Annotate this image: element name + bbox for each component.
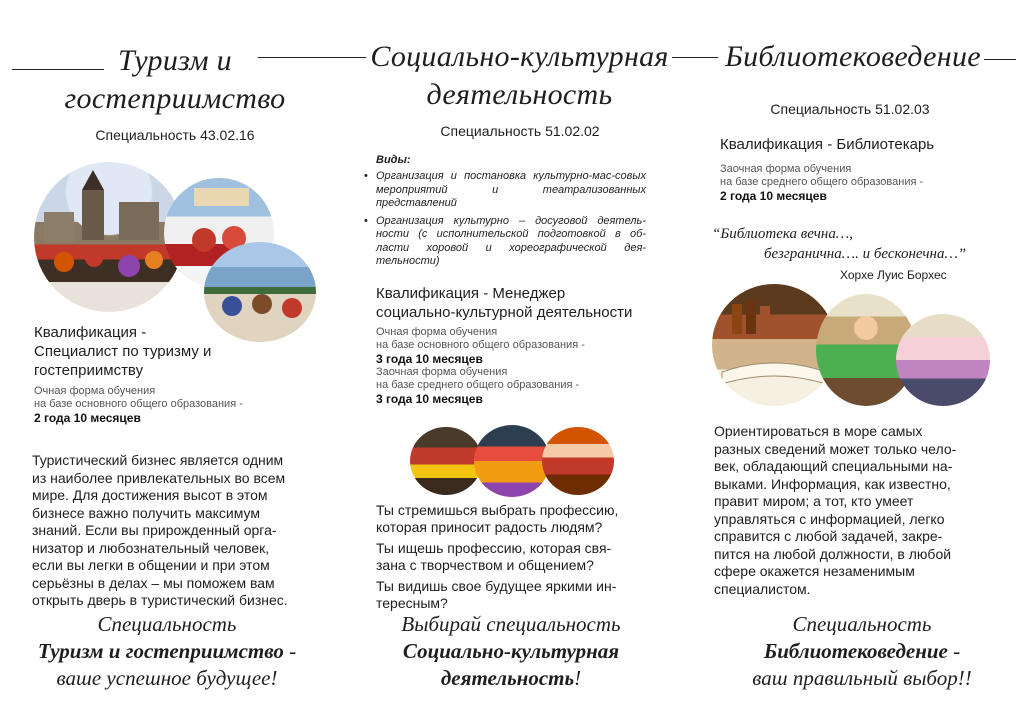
photo-choir <box>410 427 482 495</box>
list-item: • Организация и постановка культурно-мас-совых мероприятий и театрализованных представлений <box>364 170 646 209</box>
col3-quote: “Библиотека вечна…, безгранична…. и бесконечна…” <box>712 226 967 262</box>
kremlin-towers-icon <box>34 162 184 312</box>
col1-photo-collage <box>34 160 324 340</box>
col3-title: Библиотековедение <box>725 40 981 73</box>
col2-study-forms: Очная форма обучения на базе основного общего образования - 3 года 10 месяцев Заочная форма обучения на базе среднего общего образования - 3 года 10 месяцев <box>376 326 585 406</box>
col1-qualification: Квалификация - Специалист по туризму и гостеприимству <box>34 324 212 379</box>
col3-study-form: Заочная форма обучения на базе среднего общего образования - 2 года 10 месяцев <box>720 163 924 203</box>
col2-specialty: Специальность 51.02.02 <box>440 123 600 139</box>
col2-questions: Ты стремишься выбрать профессию, которая приносит радость людям? Ты ищешь профессию, которая свя- зана с творчеством и общением? Ты видишь свое будущее яркими ин- тересным? <box>376 502 619 611</box>
list-item: • Организация культурно – досуговой деятель-ности (с исполнительской подготовкой в об-ласти хоровой и хореографической дея-тельности) <box>364 214 646 267</box>
col1-title: Туризм и гостеприимство <box>64 44 286 115</box>
col1-footer: Специальность Туризм и гостеприимство - ваше успешное будущее! <box>37 612 297 690</box>
col3-qualification: Квалификация - Библиотекарь <box>720 136 935 153</box>
col1-study-form: Очная форма обучения на базе основного общего образования - 2 года 10 месяцев <box>34 385 243 425</box>
photo-students <box>896 314 990 406</box>
col2-title: Социально-культурная деятельность <box>370 40 669 111</box>
photo-stage-show <box>474 425 550 497</box>
photo-kremlin-festival <box>34 162 184 312</box>
col1-specialty: Специальность 43.02.16 <box>95 127 255 143</box>
col3-quote-author: Хорхе Луис Борхес <box>840 268 947 282</box>
col2-types: Виды: • Организация и постановка культурно-мас-совых мероприятий и театрализованных представлений • Организация культурно – досуговой деятель-ности (с исполнительской подготовкой в об-ласти хоровой и хореографической дея-тельности) <box>364 154 646 267</box>
col2-qualification: Квалификация - Менеджер социально-культурной деятельности <box>376 285 633 321</box>
col3-photo-collage <box>712 284 997 409</box>
col3-description: Ориентироваться в море самых разных сведений может только чело- век, обладающий специальными на- выками. Информация, как известно, правит миром; а тот, кто умеет управляться с информацией, легко справится с любой задачей, закре- пится на любой должности, в любой сфере окажется незаменимым специалистом. <box>714 423 957 597</box>
col1-description: Туристический бизнес является одним из наиболее привлекательных во всем мире. Для достижения высот в этом бизнесе важно получить максимум знаний. Если вы прирожденный орга- низатор и любознательный человек, если вы легки в общении и при этом серьёзны в делах – мы поможем вам открыть дверь в туристический бизнес. <box>32 452 288 608</box>
rule-right <box>984 59 1016 60</box>
col3-specialty: Специальность 51.02.03 <box>770 101 930 117</box>
col3-footer: Специальность Библиотековедение - ваш правильный выбор!! <box>752 612 972 690</box>
col2-photo-collage <box>410 425 615 497</box>
photo-dancers <box>542 427 614 495</box>
rule-mid-right <box>672 57 718 58</box>
col2-footer: Выбирай специальность Социально-культурная деятельность! <box>401 612 621 690</box>
